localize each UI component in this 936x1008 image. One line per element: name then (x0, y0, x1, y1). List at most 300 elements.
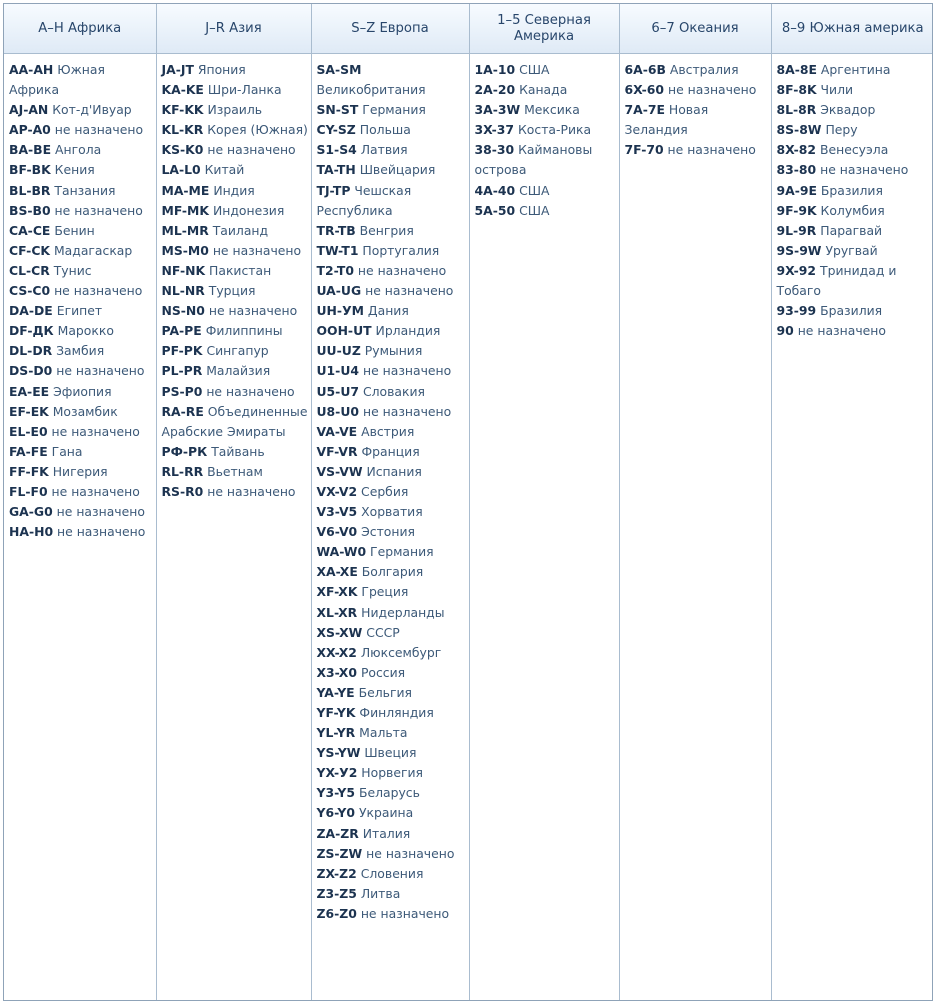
code-entry (317, 462, 467, 482)
country-name: Филиппины (205, 323, 283, 339)
wmi-code-range: XF-XK (316, 584, 358, 600)
country-name: Перу (825, 122, 858, 138)
column-oceania (619, 54, 771, 1001)
country-name: США (519, 202, 550, 218)
country-name: Нидерланды (361, 604, 445, 620)
code-entry (317, 703, 467, 723)
country-name: Замбия (56, 343, 105, 359)
country-name: Марокко (57, 323, 114, 339)
country-name: не назначено (357, 262, 447, 278)
country-name: Бенин (54, 222, 95, 238)
code-entry (162, 402, 309, 442)
country-name: Словения (360, 865, 424, 881)
code-entry (317, 382, 467, 402)
wmi-code-range: UH-УМ (316, 303, 364, 319)
country-name: не назначено (207, 483, 296, 499)
code-entry (162, 361, 309, 381)
wmi-code-range: AA-AH (9, 62, 54, 77)
wmi-code-range: V6-V0 (316, 524, 358, 540)
code-entry (9, 341, 154, 361)
country-name: Вьетнам (207, 463, 263, 479)
code-entry (9, 382, 154, 402)
country-name: Австрия (361, 423, 415, 439)
country-name: Тринидад и Тобаго (776, 262, 897, 299)
wmi-code-range: S1-S4 (316, 142, 357, 158)
wmi-code-range: 8F-8K (776, 82, 817, 98)
country-name: Эфиопия (53, 383, 112, 399)
wmi-code-range: XX-X2 (316, 644, 357, 660)
code-entry (9, 422, 154, 442)
code-entry (475, 201, 617, 221)
country-name: не назначено (208, 303, 298, 319)
country-name: Бельгия (358, 684, 412, 700)
code-entry (317, 241, 467, 261)
wmi-code-range: 3X-37 (474, 122, 515, 138)
country-name: Нигерия (52, 463, 108, 479)
code-entry (777, 241, 933, 261)
code-entry (625, 140, 769, 160)
code-entry (317, 663, 467, 683)
code-entry (317, 402, 467, 422)
wmi-code-range: 9S-9W (776, 242, 822, 258)
country-name: не назначено (797, 323, 886, 339)
code-entry (9, 462, 154, 482)
code-entry (317, 803, 467, 823)
country-name: Украина (358, 805, 414, 821)
code-entry (9, 321, 154, 341)
wmi-code-range: LA-L0 (161, 162, 201, 178)
wmi-code-range: U1-U4 (316, 363, 360, 379)
wmi-code-range: 8L-8R (776, 102, 817, 118)
country-name: Египет (56, 303, 103, 319)
wmi-code-range: XL-XR (316, 604, 358, 620)
wmi-code-range: MA-ME (161, 182, 210, 198)
code-entry (317, 542, 467, 562)
code-entry (9, 221, 154, 241)
wmi-code-range: VF-VR (316, 443, 358, 459)
code-entry (9, 281, 154, 301)
wmi-code-range: YA-YE (316, 684, 355, 700)
code-entry (9, 402, 154, 422)
country-name: Польша (359, 122, 411, 138)
code-entry (777, 100, 933, 120)
wmi-code-range: WA-W0 (316, 544, 367, 560)
wmi-code-range: X3-X0 (316, 664, 357, 680)
column-north-america (469, 54, 619, 1001)
wmi-code-range: BF-BK (9, 162, 51, 178)
column-header-asia: J–R Азия (156, 4, 311, 54)
wmi-code-range: 5A-50 (474, 202, 516, 218)
country-name: Индия (213, 182, 255, 198)
country-name: Пакистан (209, 262, 272, 278)
wmi-code-range: ZX-Z2 (316, 865, 357, 881)
column-africa (4, 54, 156, 1001)
country-name: не назначено (212, 242, 302, 258)
country-name: не назначено (54, 283, 143, 299)
wmi-code-range: DS-D0 (9, 363, 53, 379)
wmi-code-range: CF-CK (9, 242, 51, 258)
wmi-code-range: KF-KK (161, 102, 204, 118)
wmi-code-range: 9X-92 (776, 262, 817, 278)
wmi-code-range: EL-E0 (9, 423, 48, 439)
wmi-code-range: RA-RE (161, 403, 204, 419)
country-name: Сербия (361, 483, 409, 499)
country-name: Корея (Южная) (207, 122, 308, 138)
wmi-code-range: 9L-9R (776, 222, 817, 238)
code-entry (9, 120, 154, 140)
country-name: Таиланд (212, 222, 269, 238)
country-name: Германия (370, 544, 434, 560)
country-name: Ирландия (375, 323, 441, 339)
wmi-code-range: Z3-Z5 (316, 885, 357, 901)
country-name: США (519, 182, 550, 198)
wmi-code-range: BL-BR (9, 182, 51, 198)
column-header-europe: S–Z Европа (311, 4, 469, 54)
code-entry (162, 482, 309, 502)
country-name: не назначено (207, 142, 296, 158)
wmi-code-range: JA-JT (161, 62, 194, 77)
wmi-code-range: 4A-40 (474, 182, 516, 198)
country-name: Кот-д'Ивуар (52, 102, 132, 118)
country-name: США (519, 62, 550, 77)
code-entry (317, 522, 467, 542)
wmi-code-range: YL-YR (316, 725, 356, 741)
code-entry (9, 160, 154, 180)
wmi-code-range: TR-TB (316, 222, 356, 238)
country-name: Финляндия (359, 705, 434, 720)
country-name: Аргентина (820, 62, 891, 77)
wmi-code-range: PA-PE (161, 323, 202, 339)
wmi-code-range: KS-K0 (161, 142, 204, 158)
country-name: Мадагаскар (53, 242, 133, 258)
wmi-code-range: 9F-9K (776, 202, 817, 218)
wmi-code-range: NS-N0 (161, 303, 205, 319)
code-entry (162, 181, 309, 201)
wmi-code-range: TA-TH (316, 162, 356, 178)
code-entry (9, 60, 154, 100)
code-entry (9, 502, 154, 522)
country-name: СССР (366, 624, 400, 640)
country-name: не назначено (56, 504, 145, 520)
wmi-code-range: FL-F0 (9, 483, 48, 499)
wmi-code-range: Z6-Z0 (316, 905, 357, 921)
country-name: Колумбия (820, 202, 885, 218)
code-entry (162, 140, 309, 160)
code-entry (162, 60, 309, 80)
country-name: Мозамбик (52, 403, 118, 419)
code-entry (162, 301, 309, 321)
wmi-code-range: 90 (776, 323, 794, 339)
wmi-code-range: AJ-AN (9, 102, 49, 118)
code-entry (9, 100, 154, 120)
country-name: Ангола (55, 142, 102, 158)
code-entry (317, 623, 467, 643)
code-entry (317, 321, 467, 341)
code-entry (317, 442, 467, 462)
wmi-code-range: 8X-82 (776, 142, 817, 158)
country-name: не назначено (360, 905, 450, 921)
code-entry (475, 80, 617, 100)
code-entry (777, 181, 933, 201)
code-entry (162, 80, 309, 100)
wmi-code-range: YS-YW (316, 745, 361, 761)
country-name: Бразилия (820, 182, 883, 198)
country-name: Литва (360, 885, 401, 901)
wmi-code-range: BA-BE (9, 142, 52, 158)
country-name: Венесуэла (820, 142, 889, 158)
country-name: не назначено (56, 363, 145, 379)
country-name: Гана (51, 443, 83, 459)
wmi-code-range: TW-T1 (316, 242, 359, 258)
code-entry (317, 884, 467, 904)
code-entry (777, 221, 933, 241)
country-name: Япония (197, 62, 246, 77)
country-name: не назначено (51, 483, 140, 499)
wmi-code-range: SN-ST (316, 102, 359, 118)
header-row (4, 4, 933, 54)
wmi-code-range: EA-EE (9, 383, 50, 399)
code-entry (317, 783, 467, 803)
wmi-code-range: KA-KE (161, 82, 204, 98)
wmi-code-range: SA-SM (316, 62, 362, 77)
code-entry (475, 120, 617, 140)
code-entry (317, 683, 467, 703)
wmi-code-range: TJ-TP (316, 182, 351, 198)
code-entry (9, 261, 154, 281)
code-entry (317, 743, 467, 763)
wmi-code-range: CY-SZ (316, 122, 356, 138)
column-asia (156, 54, 311, 1001)
country-name: Китай (204, 162, 245, 178)
wmi-code-range: 8A-8E (776, 62, 817, 77)
country-name: не назначено (54, 202, 143, 218)
code-entry (777, 120, 933, 140)
code-entry (317, 140, 467, 160)
code-entry (9, 140, 154, 160)
country-name: не назначено (54, 122, 144, 138)
country-name: не назначено (57, 524, 146, 540)
wmi-code-range: U5-U7 (316, 383, 360, 399)
wmi-code-range: EF-EK (9, 403, 49, 419)
code-entry (625, 100, 769, 140)
code-entry (777, 261, 933, 301)
code-entry (162, 201, 309, 221)
code-entry (162, 462, 309, 482)
code-entry (162, 241, 309, 261)
country-name: Новая Зеландия (624, 102, 709, 138)
wmi-code-range: PL-PR (161, 363, 203, 379)
wmi-code-range: HA-H0 (9, 524, 54, 540)
wmi-code-range: VA-VE (316, 423, 358, 439)
country-name: не назначено (366, 845, 455, 861)
code-entry (9, 301, 154, 321)
country-name: Танзания (54, 182, 116, 198)
vin-country-code-table (4, 4, 933, 1000)
country-name: Кения (54, 162, 95, 178)
wmi-code-range: FF-FK (9, 463, 49, 479)
wmi-code-range: RS-R0 (161, 483, 204, 499)
wmi-code-range: 6A-6B (624, 62, 666, 77)
code-entry (317, 422, 467, 442)
code-entry (317, 341, 467, 361)
code-entry (777, 60, 933, 80)
country-name: Норвегия (361, 765, 424, 781)
code-entry (317, 181, 467, 221)
country-name: Малайзия (206, 363, 271, 379)
wmi-code-range: CS-C0 (9, 283, 51, 299)
code-entry (475, 100, 617, 120)
country-name: Коста-Рика (518, 122, 592, 138)
code-entry (777, 321, 933, 341)
code-entry (9, 181, 154, 201)
country-name: Мальта (359, 725, 408, 741)
code-entry (162, 100, 309, 120)
wmi-code-range: NL-NR (161, 283, 205, 299)
wmi-code-range: AP-A0 (9, 122, 51, 138)
wmi-code-range: XA-XE (316, 564, 358, 580)
country-name: Латвия (360, 142, 408, 158)
country-name: Швеция (364, 745, 417, 761)
country-name: Канада (519, 82, 568, 98)
column-header-oceania: 6–7 Океания (619, 4, 771, 54)
wmi-code-range: PS-P0 (161, 383, 203, 399)
code-entry (162, 160, 309, 180)
column-header-africa: A–H Африка (4, 4, 156, 54)
code-entry (9, 361, 154, 381)
country-name: Парагвай (820, 222, 883, 238)
country-name: не назначено (667, 142, 756, 158)
wmi-code-range: U8-U0 (316, 403, 360, 419)
wmi-code-range: V3-V5 (316, 504, 358, 520)
column-europe (311, 54, 469, 1001)
code-entry (9, 442, 154, 462)
country-name: Шри-Ланка (207, 82, 282, 98)
code-entry (317, 643, 467, 663)
code-entry (317, 723, 467, 743)
column-header-south-america: 8–9 Южная америка (771, 4, 933, 54)
country-name: Германия (362, 102, 426, 118)
code-entry (9, 522, 154, 542)
country-name: Израиль (207, 102, 263, 118)
code-entry (317, 502, 467, 522)
country-name: Эстония (361, 524, 415, 540)
country-name: не назначено (362, 363, 452, 379)
wmi-code-range: ML-MR (161, 222, 209, 238)
wmi-code-range: VS-VW (316, 463, 363, 479)
code-entry (317, 582, 467, 602)
code-entry (317, 120, 467, 140)
wmi-code-range: 83-80 (776, 162, 817, 178)
code-entry (475, 60, 617, 80)
code-entry (317, 562, 467, 582)
code-entry (317, 361, 467, 381)
code-entry (9, 241, 154, 261)
wmi-code-range: VX-V2 (316, 483, 358, 499)
code-entry (317, 482, 467, 502)
country-name: Дания (367, 303, 409, 319)
country-name: Австралия (669, 62, 739, 77)
wmi-code-range: ZS-ZW (316, 845, 363, 861)
country-name: Болгария (361, 564, 424, 580)
country-name: Южная Африка (9, 62, 105, 98)
wmi-code-range: BS-B0 (9, 202, 51, 218)
country-name: Сингапур (206, 343, 269, 359)
country-name: Тайвань (211, 443, 265, 459)
code-entry (777, 301, 933, 321)
country-name: Мексика (524, 102, 580, 118)
wmi-code-range: YF-YK (316, 705, 356, 720)
wmi-code-range: 93-99 (776, 303, 817, 319)
country-name: не назначено (668, 82, 757, 98)
wmi-code-range: 38-30 (474, 142, 515, 158)
country-name: не назначено (362, 403, 452, 419)
wmi-code-range: 9A-9E (776, 182, 817, 198)
country-name: Швейцария (359, 162, 436, 178)
wmi-code-range: 7F-70 (624, 142, 664, 158)
code-entry (777, 201, 933, 221)
wmi-code-range: UU-UZ (316, 343, 361, 359)
code-entry (317, 844, 467, 864)
country-name: Чили (820, 82, 854, 98)
wmi-code-range: 1A-10 (474, 62, 516, 77)
country-name: не назначено (206, 383, 295, 399)
wmi-code-range: CL-CR (9, 262, 50, 278)
code-entry (475, 181, 617, 201)
wmi-code-range: 8S-8W (776, 122, 822, 138)
body-row (4, 54, 933, 1001)
code-entry (317, 281, 467, 301)
code-entry (162, 120, 309, 140)
country-name: Тунис (53, 262, 92, 278)
country-name: Венгрия (359, 222, 414, 238)
country-name: Италия (362, 825, 411, 841)
code-entry (162, 261, 309, 281)
code-entry (162, 382, 309, 402)
table-frame (3, 3, 933, 1001)
country-name: Португалия (362, 242, 440, 258)
country-name: Россия (360, 664, 406, 680)
code-entry (777, 80, 933, 100)
wmi-code-range: 3A-3W (474, 102, 521, 118)
wmi-code-range: GA-G0 (9, 504, 53, 520)
code-entry (162, 321, 309, 341)
country-name: Объединенные Арабские Эмираты (161, 403, 308, 439)
code-entry (625, 60, 769, 80)
country-name: Каймановы острова (474, 142, 593, 178)
code-entry (625, 80, 769, 100)
wmi-code-range: Y3-Y5 (316, 785, 356, 801)
country-name: Великобритания (316, 82, 426, 98)
country-name: Беларусь (358, 785, 420, 801)
wmi-code-range: DF-ДК (9, 323, 54, 339)
code-entry (162, 221, 309, 241)
code-entry (317, 160, 467, 180)
country-name: Уругвай (825, 242, 878, 258)
country-name: Индонезия (212, 202, 285, 218)
wmi-code-range: ZA-ZR (316, 825, 359, 841)
country-name: Бразилия (820, 303, 883, 319)
wmi-code-range: YX-У2 (316, 765, 358, 781)
wmi-code-range: РФ-РК (161, 443, 208, 459)
country-name: Турция (208, 283, 256, 299)
wmi-code-range: 6X-60 (624, 82, 665, 98)
country-name: Франция (361, 443, 420, 459)
wmi-code-range: Y6-Y0 (316, 805, 356, 821)
code-entry (9, 201, 154, 221)
wmi-code-range: MS-M0 (161, 242, 209, 258)
code-entry (317, 603, 467, 623)
wmi-code-range: NF-NK (161, 262, 206, 278)
